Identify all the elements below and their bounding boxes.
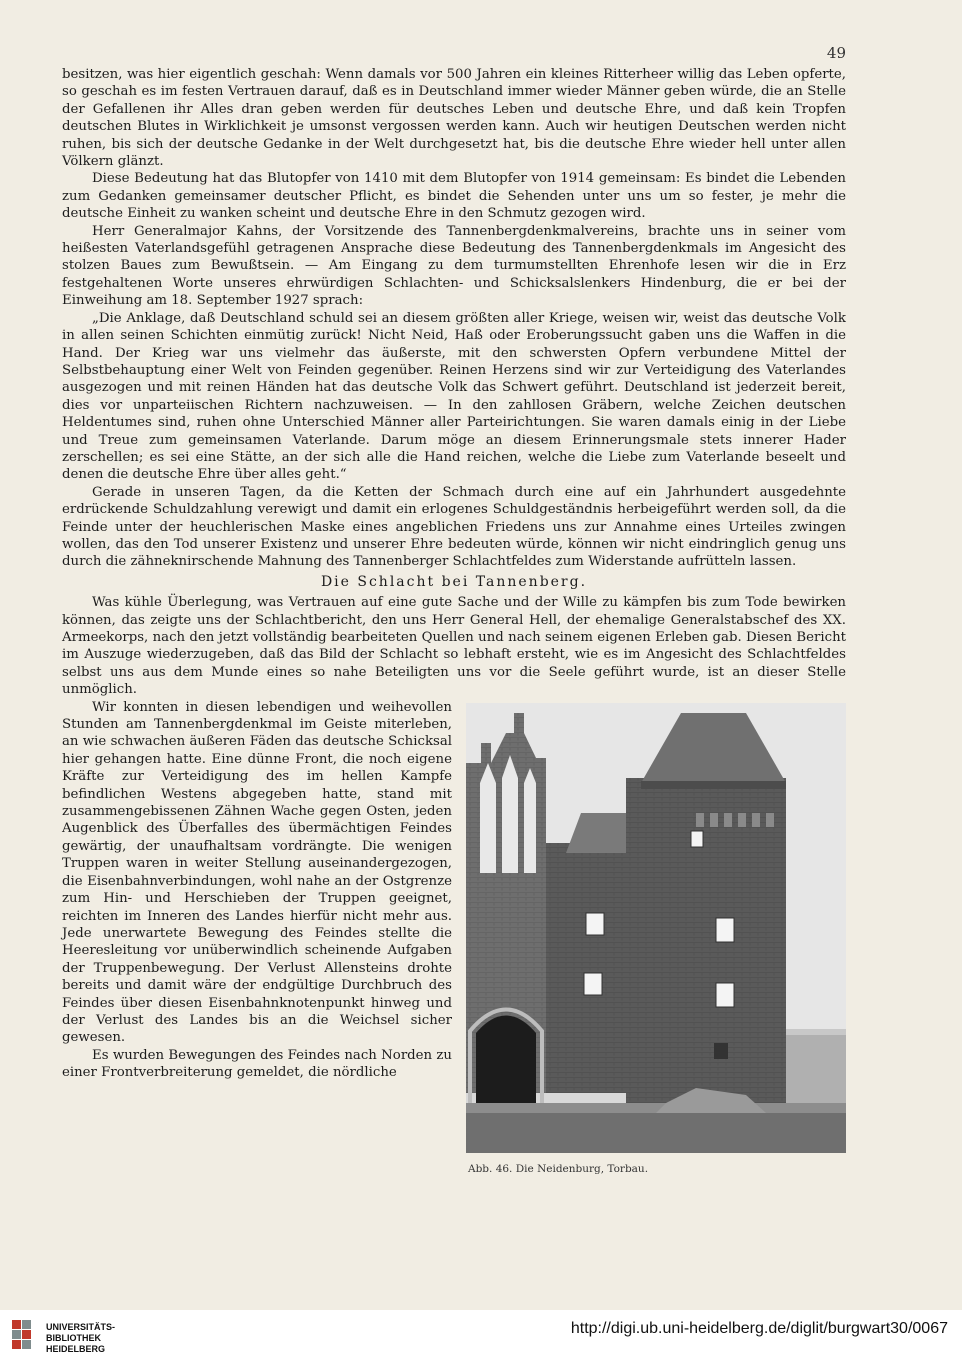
library-name (46, 1322, 115, 1355)
library-name-line: UNIVERSITÄTS- (46, 1322, 116, 1332)
section-heading: Die Schlacht bei Tannenberg. (320, 573, 588, 590)
figure (466, 703, 846, 1178)
paragraph: Diese Bedeutung hat das Blutopfer von 1410 mit dem Blutopfer von 1914 gemeinsam: Es bindet die Lebenden zum Gedanken gemeinsamer deutscher Pflicht, es bindet die Sehenden unter uns um so fester, je mehr die deutsche Einheit zu wanken scheint und deutsche Ehre in den Schmutz gezogen wird. (62, 171, 846, 222)
paragraph: besitzen, was hier eigentlich geschah: Wenn damals vor 500 Jahren ein kleines Ritterheer willig das Leben opferte, so geschah es im festen Vertrauen darauf, daß es in Deutschland immer wieder Männer geben würde, die an Stelle der Gefallenen ihr Alles dran geben werden für deutsches Leben und deutsche Ehre, und daß kein Tropfen deutschen Blutes in Wirklichkeit je umsonst vergossen werden kann. Auch wir heutigen Deutschen werden nicht ruhen, bis sich der deutsche Gedanke in der Welt durchgesetzt hat, bis die deutsche Ehre wieder hell unter allen Völkern glänzt. (62, 67, 846, 170)
heidelberg-library-logo-icon[interactable] (12, 1320, 42, 1356)
figure-caption: Abb. 46. Die Neidenburg, Torbau. (468, 1162, 649, 1175)
body-text (62, 66, 846, 1178)
footer-bar (0, 1310, 962, 1367)
page-number: 49 (826, 44, 846, 62)
castle-photo (466, 703, 846, 1153)
paragraph: Es wurden Bewegungen des Feindes nach Norden zu einer Frontverbreiterung gemeldet, die nördliche (62, 1047, 452, 1081)
paragraph: Wir konnten in diesen lebendigen und weihevollen Stunden am Tannenbergdenkmal im Geiste miterleben, an wie schwachen äußeren Fäden das deutsche Schicksal hier gehangen hatte. Eine dünne Front, die noch eigene Kräfte zur Verteidigung des im hellen Kampfe befindlichen Westens abgegeben hatte, stand mit zusammengebissenen Zähnen Wache gegen Osten, jeden Augenblick des Überfalles des übermächtigen Feindes gewärtig, der unaufhaltsam vordrängte. Die wenigen Truppen waren in weiter Stellung auseinandergezogen, die Eisenbahnverbindungen, wohl nahe an der Ostgrenze zum Hin- und Herschieben der Truppen geeignet, reichten im Inneren des Landes hierfür nicht mehr aus. Jede unerwartete Bewegung des Feindes stellte die Heeresleitung vor unüberwindlich scheinende Aufgaben der Truppenbewegung. Der Verlust Allensteins drohte bereits und damit wäre der endgültige Durchbruch des Feindes über diesen Eisenbahnknotenpunkt hinweg und der Verlust des Landes bis an die Weichsel sicher gewesen. (62, 699, 452, 1046)
library-name-line: BIBLIOTHEK (46, 1333, 101, 1343)
library-name-line: HEIDELBERG (46, 1344, 106, 1354)
source-url[interactable]: http://digi.ub.uni-heidelberg.de/diglit/burgwart30/0067 (570, 1320, 948, 1337)
quote-paragraph: „Die Anklage, daß Deutschland schuld sei an diesem größten aller Kriege, weisen wir, weist das deutsche Volk in allen seinen Schichten einmütig zurück! Nicht Neid, Haß oder Eroberungssucht gaben uns die Waffen in die Hand. Der Krieg war uns vielmehr das äußerste, mit den schwersten Opfern verbundene Mittel der Selbstbehauptung einer Welt von Feinden gegenüber. Reinen Herzens sind wir zur Verteidigung des Vaterlandes ausgezogen und mit reinen Händen hat das deutsche Volk das Schwert geführt. Deutschland ist jederzeit bereit, dies vor unparteiischen Richtern nachzuweisen. — In den zahllosen Gräbern, welche Zeichen deutschen Heldentumes sind, ruhen ohne Unterschied Männer aller Parteirichtungen. Sie waren damals einig in der Liebe und Treue zum gemeinsamen Vaterlande. Darum möge an diesem Erinnerungsmale stets innerer Hader zerschellen; es sei eine Stätte, an der sich alle die Hand reichen, welche die Liebe zum Vaterlande beseelt und denen die deutsche Ehre über alles geht.“ (62, 310, 846, 483)
paragraph: Gerade in unseren Tagen, da die Ketten der Schmach durch eine auf ein Jahrhundert ausgedehnte erdrückende Schuldzahlung verewigt und damit ein erlogenes Schuldgeständnis herbeigeführt werden soll, da die Feinde unter der heuchlerischen Maske eines angeblichen Friedens uns zur Annahme eines Urteiles zwingen wollen, das den Tod unserer Existenz und unserer Ehre bedeuten würde, können wir nicht eindringlich genug uns durch die zähneknirschende Mahnung des Tannenberger Schlachtfeldes zum Widerstande aufrütteln lassen. (62, 484, 846, 570)
paragraph: Herr Generalmajor Kahns, der Vorsitzende des Tannenbergdenkmalvereins, brachte uns in seiner vom heißesten Vaterlandsgefühl getragenen Ansprache diese Bedeutung des Tannenbergdenkmals im Angesicht des stolzen Baues zum Bewußtsein. — Am Eingang zu dem turmumstellten Ehrenhofe lesen wir die in Erz festgehaltenen Worte unseres ehrwürdigen Schlachten- und Schicksalslenkers Hindenburg, die er bei der Einweihung am 18. September 1927 sprach: (62, 223, 846, 309)
paragraph: Was kühle Überlegung, was Vertrauen auf eine gute Sache und der Wille zu kämpfen bis zum Tode bewirken können, das zeigte uns der Schlachtbericht, den uns Herr General Hell, der ehemalige Generalstabschef des XX. Armeekorps, nach den jetzt vollständig bearbeiteten Quellen und nach seinem eigenen Erleben gab. Diesen Bericht im Auszuge wiederzugeben, daß das Bild der Schlacht so lebhaft ersteht, wie es im Angesicht des Schlachtfeldes selbst uns aus dem Munde eines so nahe Beteiligten uns vor die Seele geführt wurde, ist an dieser Stelle unmöglich. (62, 595, 846, 698)
